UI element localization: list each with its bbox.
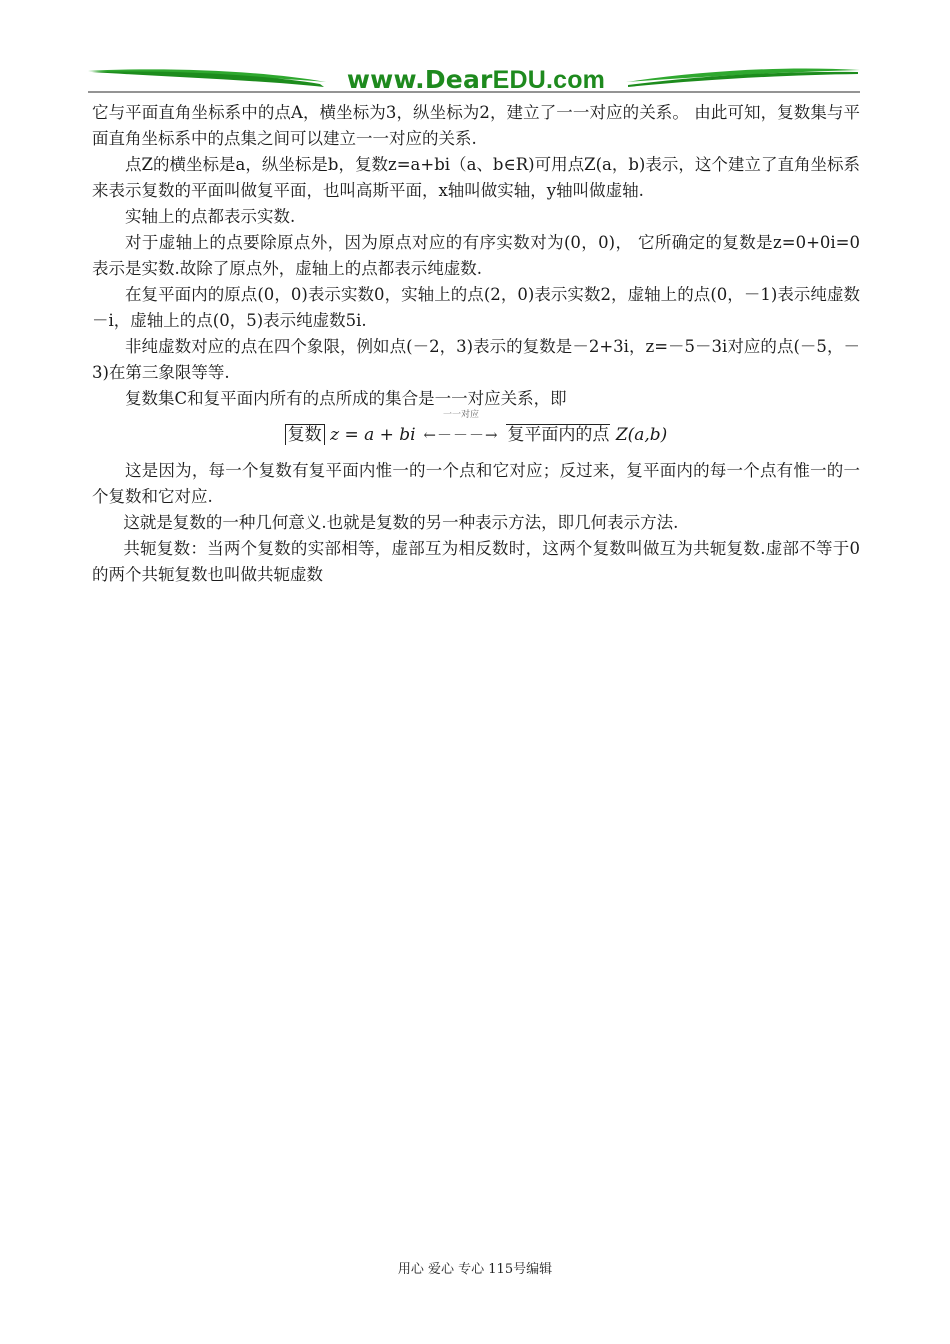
paragraph: 复数集C和复平面内所有的点所成的集合是一一对应关系，即 [125,389,567,408]
arrow-label: 一一对应 [442,410,479,420]
paragraph: 对于虚轴上的点要除原点外，因为原点对应的有序实数对为(0，0)， 它所确定的复数是z=0+0i=0表示是实数.故除了原点外，虚轴上的点都表示纯虚数. [92,233,860,278]
page-footer: 用心 爱心 专心 115号编辑 [397,1262,553,1277]
paragraph: 这就是复数的一种几何意义.也就是复数的另一种表示方法，即几何表示方法. [123,513,679,532]
formula-right-expr: Z(a,b) [615,425,668,445]
formula-left-expr: z = a + bi [330,425,416,445]
paragraph: 在复平面内的原点(0，0)表示实数0，实轴上的点(2，0)表示实数2，虚轴上的点(0，－1)表示纯虚数－i，虚轴上的点(0，5)表示纯虚数5i. [92,285,860,330]
document-body [92,100,860,588]
formula-right-box: 复平面内的点 [507,425,610,445]
arrow-glyph: ←－－－→ [423,426,499,444]
page-header [88,62,860,98]
paragraph: 点Z的横坐标是a，纵坐标是b，复数z=a+bi（a、b∈R)可用点Z(a，b)表示，这个建立了直角坐标系来表示复数的平面叫做复平面，也叫高斯平面，x轴叫做实轴，y轴叫做虚轴. [92,155,860,200]
site-logo: www.DearEDU.com [346,65,606,94]
paragraph: 共轭复数：当两个复数的实部相等，虚部互为相反数时，这两个复数叫做互为共轭复数.虚部不等于0的两个共轭复数也叫做共轭虚数 [92,539,860,584]
paragraph: 非纯虚数对应的点在四个象限，例如点(－2，3)表示的复数是－2+3i，z=－5－3i对应的点(－5，－3)在第三象限等等. [92,337,860,382]
correspondence-formula [92,410,860,450]
bidirectional-arrow-icon [421,410,501,450]
formula-left-box: 复数 [285,424,325,445]
paragraph: 这是因为，每一个复数有复平面内惟一的一个点和它对应；反过来，复平面内的每一个点有惟一的一个复数和它对应. [92,461,860,506]
paragraph: 它与平面直角坐标系中的点A，横坐标为3，纵坐标为2，建立了一一对应的关系。 由此可知，复数集与平面直角坐标系中的点集之间可以建立一一对应的关系. [92,103,860,148]
paragraph: 实轴上的点都表示实数. [125,207,296,226]
